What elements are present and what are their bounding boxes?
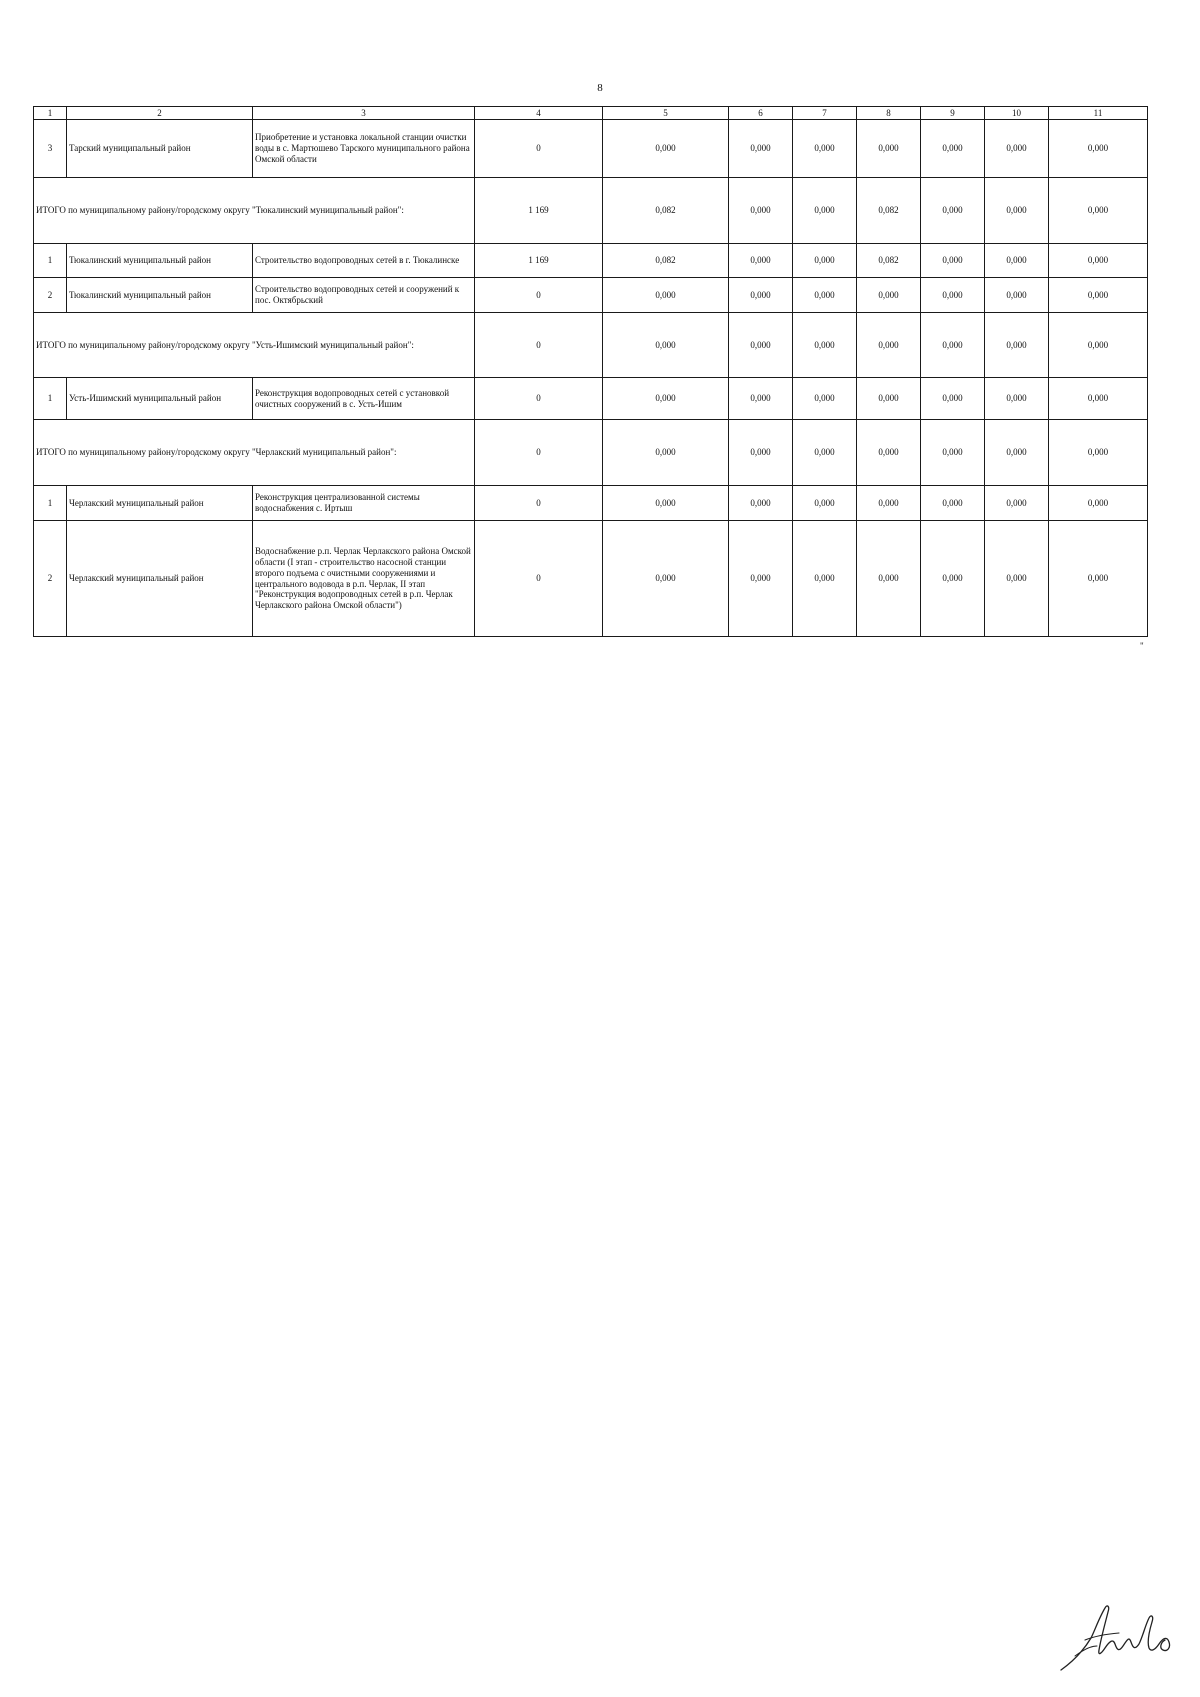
value-cell: 0,000 <box>985 313 1049 378</box>
value-cell: 0,000 <box>985 178 1049 244</box>
district-name: Черлакский муниципальный район <box>67 486 253 521</box>
header-cell: 8 <box>857 107 921 120</box>
budget-table <box>33 106 1148 637</box>
value-cell: 0,000 <box>729 521 793 637</box>
value-cell: 0,000 <box>857 486 921 521</box>
district-name: Усть-Ишимский муниципальный район <box>67 378 253 420</box>
value-cell: 0,000 <box>793 278 857 313</box>
value-cell: 0,000 <box>921 313 985 378</box>
header-cell: 5 <box>603 107 729 120</box>
value-cell: 0,000 <box>1049 486 1148 521</box>
value-cell: 0,000 <box>729 313 793 378</box>
district-name: Тюкалинский муниципальный район <box>67 244 253 278</box>
value-cell: 0,000 <box>729 486 793 521</box>
value-cell: 0,000 <box>793 378 857 420</box>
value-cell: 0,000 <box>603 278 729 313</box>
value-cell: 0,000 <box>793 486 857 521</box>
value-cell: 0,000 <box>603 313 729 378</box>
value-cell: 0 <box>475 420 603 486</box>
value-cell: 0,000 <box>1049 178 1148 244</box>
handwritten-signature <box>1055 1600 1180 1675</box>
project-name: Реконструкция водопроводных сетей с установкой очистных сооружений в с. Усть-Ишим <box>253 378 475 420</box>
table-row <box>34 278 1148 313</box>
header-cell: 3 <box>253 107 475 120</box>
value-cell: 0,000 <box>1049 378 1148 420</box>
table-row <box>34 378 1148 420</box>
closing-quote: " <box>1140 641 1144 651</box>
table-row <box>34 486 1148 521</box>
value-cell: 0,082 <box>857 244 921 278</box>
value-cell: 0,000 <box>793 420 857 486</box>
value-cell: 0,000 <box>603 521 729 637</box>
value-cell: 0,000 <box>729 420 793 486</box>
value-cell: 0,000 <box>921 120 985 178</box>
header-cell: 4 <box>475 107 603 120</box>
row-number: 2 <box>34 521 67 637</box>
value-cell: 0,000 <box>985 120 1049 178</box>
value-cell: 0,000 <box>1049 313 1148 378</box>
value-cell: 0,000 <box>857 521 921 637</box>
header-cell: 11 <box>1049 107 1148 120</box>
total-label: ИТОГО по муниципальному району/городскому округу "Черлакский муниципальный район": <box>34 420 475 486</box>
value-cell: 0,000 <box>729 378 793 420</box>
total-label: ИТОГО по муниципальному району/городскому округу "Тюкалинский муниципальный район": <box>34 178 475 244</box>
value-cell: 0,000 <box>857 278 921 313</box>
value-cell: 0,000 <box>729 178 793 244</box>
value-cell: 0 <box>475 486 603 521</box>
value-cell: 0 <box>475 120 603 178</box>
row-number: 1 <box>34 244 67 278</box>
value-cell: 0,000 <box>857 420 921 486</box>
value-cell: 0,000 <box>793 178 857 244</box>
value-cell: 0 <box>475 521 603 637</box>
project-name: Водоснабжение р.п. Черлак Черлакского района Омской области (I этап - строительство насосной станции второго подъема с очистными сооружениями и центрального водовода в р.п. Черлак, II этап "Реконструкция водопроводных сетей в р.п. Черлак Черлакского района Омской области") <box>253 521 475 637</box>
value-cell: 0,000 <box>985 378 1049 420</box>
column-number-header-row <box>34 107 1148 120</box>
header-cell: 6 <box>729 107 793 120</box>
table-row <box>34 120 1148 178</box>
district-name: Черлакский муниципальный район <box>67 521 253 637</box>
row-number: 3 <box>34 120 67 178</box>
header-cell: 1 <box>34 107 67 120</box>
header-cell: 7 <box>793 107 857 120</box>
row-number: 1 <box>34 378 67 420</box>
district-name: Тарский муниципальный район <box>67 120 253 178</box>
page-number: 8 <box>597 82 603 94</box>
value-cell: 0,000 <box>857 313 921 378</box>
value-cell: 0,000 <box>1049 120 1148 178</box>
row-number: 2 <box>34 278 67 313</box>
project-name: Реконструкция централизованной системы водоснабжения с. Иртыш <box>253 486 475 521</box>
value-cell: 0,000 <box>985 521 1049 637</box>
header-cell: 9 <box>921 107 985 120</box>
value-cell: 0,000 <box>1049 521 1148 637</box>
value-cell: 0,000 <box>603 378 729 420</box>
value-cell: 0,000 <box>921 244 985 278</box>
value-cell: 0,000 <box>857 120 921 178</box>
row-number: 1 <box>34 486 67 521</box>
header-cell: 2 <box>67 107 253 120</box>
project-name: Строительство водопроводных сетей и сооружений к пос. Октябрьский <box>253 278 475 313</box>
header-cell: 10 <box>985 107 1049 120</box>
value-cell: 0,000 <box>603 486 729 521</box>
district-name: Тюкалинский муниципальный район <box>67 278 253 313</box>
value-cell: 0,000 <box>603 420 729 486</box>
value-cell: 0,000 <box>985 278 1049 313</box>
value-cell: 0,000 <box>1049 278 1148 313</box>
total-row <box>34 420 1148 486</box>
value-cell: 0,000 <box>921 420 985 486</box>
value-cell: 0,000 <box>921 378 985 420</box>
table-row <box>34 244 1148 278</box>
value-cell: 1 169 <box>475 178 603 244</box>
project-name: Строительство водопроводных сетей в г. Тюкалинске <box>253 244 475 278</box>
value-cell: 0,000 <box>985 420 1049 486</box>
value-cell: 0,000 <box>921 486 985 521</box>
value-cell: 0 <box>475 378 603 420</box>
value-cell: 0,082 <box>603 244 729 278</box>
value-cell: 0,000 <box>603 120 729 178</box>
value-cell: 1 169 <box>475 244 603 278</box>
total-row <box>34 178 1148 244</box>
table-row <box>34 521 1148 637</box>
total-row <box>34 313 1148 378</box>
value-cell: 0,000 <box>793 120 857 178</box>
value-cell: 0,000 <box>793 244 857 278</box>
project-name: Приобретение и установка локальной станции очистки воды в с. Мартюшево Тарского муниципального района Омской области <box>253 120 475 178</box>
value-cell: 0,082 <box>603 178 729 244</box>
value-cell: 0 <box>475 313 603 378</box>
value-cell: 0,000 <box>985 244 1049 278</box>
value-cell: 0,000 <box>1049 244 1148 278</box>
value-cell: 0 <box>475 278 603 313</box>
value-cell: 0,000 <box>793 313 857 378</box>
value-cell: 0,000 <box>729 120 793 178</box>
value-cell: 0,000 <box>921 278 985 313</box>
value-cell: 0,000 <box>921 178 985 244</box>
value-cell: 0,000 <box>857 378 921 420</box>
value-cell: 0,000 <box>921 521 985 637</box>
value-cell: 0,000 <box>729 244 793 278</box>
value-cell: 0,000 <box>1049 420 1148 486</box>
value-cell: 0,000 <box>985 486 1049 521</box>
value-cell: 0,000 <box>793 521 857 637</box>
value-cell: 0,000 <box>729 278 793 313</box>
total-label: ИТОГО по муниципальному району/городскому округу "Усть-Ишимский муниципальный район": <box>34 313 475 378</box>
value-cell: 0,082 <box>857 178 921 244</box>
